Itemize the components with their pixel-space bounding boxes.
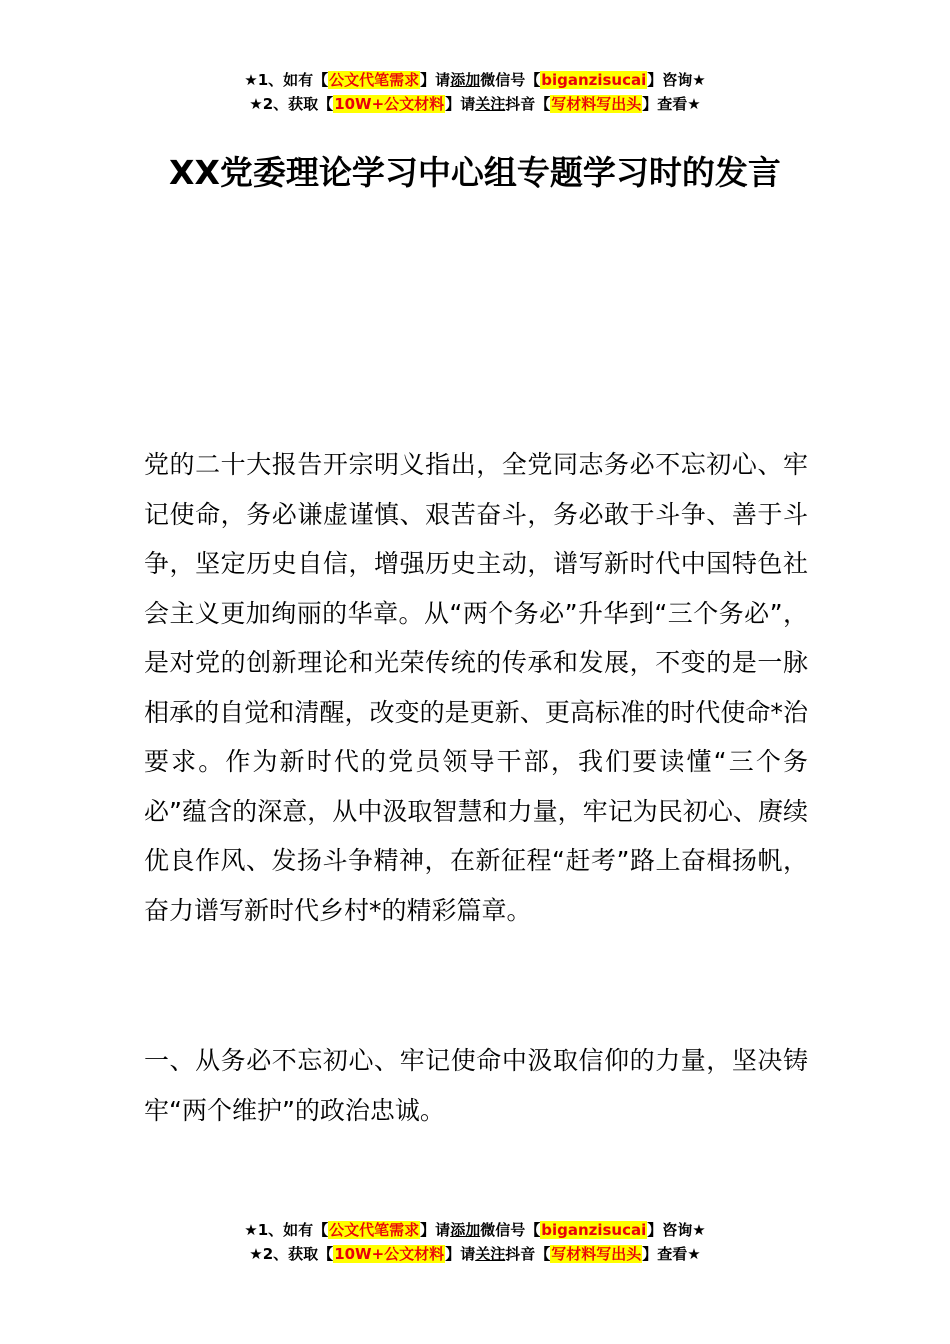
banner-line-1: ★1、如有【公文代笔需求】请添加微信号【biganzisucai】咨询★: [244, 1221, 706, 1239]
banner-line-2: ★2、获取【10W+公文材料】请关注抖音【写材料写出头】查看★: [249, 1245, 701, 1263]
footer-banner: [0, 1218, 950, 1266]
highlight-ghostwriting: 公文代笔需求: [329, 1221, 420, 1239]
section-heading-1: [144, 1036, 808, 1135]
body-paragraph-1: [144, 440, 808, 935]
highlight-ghostwriting: 公文代笔需求: [329, 71, 420, 89]
paragraph-text: 党的二十大报告开宗明义指出，全党同志务必不忘初心、牢记使命，务必谦虚谨慎、艰苦奋斗，务必敢于斗争、善于斗争，坚定历史自信，增强历史主动，谱写新时代中国特色社会主义更加绚丽的华章。从“两个务必”升华到“三个务必”，是对党的创新理论和光荣传统的传承和发展，不变的是一脉相承的自觉和清醒，改变的是更新、更高标准的时代使命*治要求。作为新时代的党员领导干部，我们要读懂“三个务必”蕴含的深意，从中汲取智慧和力量，牢记为民初心、赓续优良作风、发扬斗争精神，在新征程“赶考”路上奋楫扬帆，奋力谱写新时代乡村*的精彩篇章。: [144, 450, 808, 925]
banner-line-2: ★2、获取【10W+公文材料】请关注抖音【写材料写出头】查看★: [249, 95, 701, 113]
banner-line-1: ★1、如有【公文代笔需求】请添加微信号【biganzisucai】咨询★: [244, 71, 706, 89]
highlight-wechat-id: biganzisucai: [541, 1221, 647, 1239]
highlight-materials: 10W+公文材料: [334, 95, 445, 113]
highlight-douyin: 写材料写出头: [551, 95, 642, 113]
document-title: XX党委理论学习中心组专题学习时的发言: [169, 153, 781, 192]
heading-text: 一、从务必不忘初心、牢记使命中汲取信仰的力量，坚决铸牢“两个维护”的政治忠诚。: [144, 1046, 808, 1125]
highlight-douyin: 写材料写出头: [551, 1245, 642, 1263]
highlight-materials: 10W+公文材料: [334, 1245, 445, 1263]
header-banner: [0, 68, 950, 116]
highlight-wechat-id: biganzisucai: [541, 71, 647, 89]
